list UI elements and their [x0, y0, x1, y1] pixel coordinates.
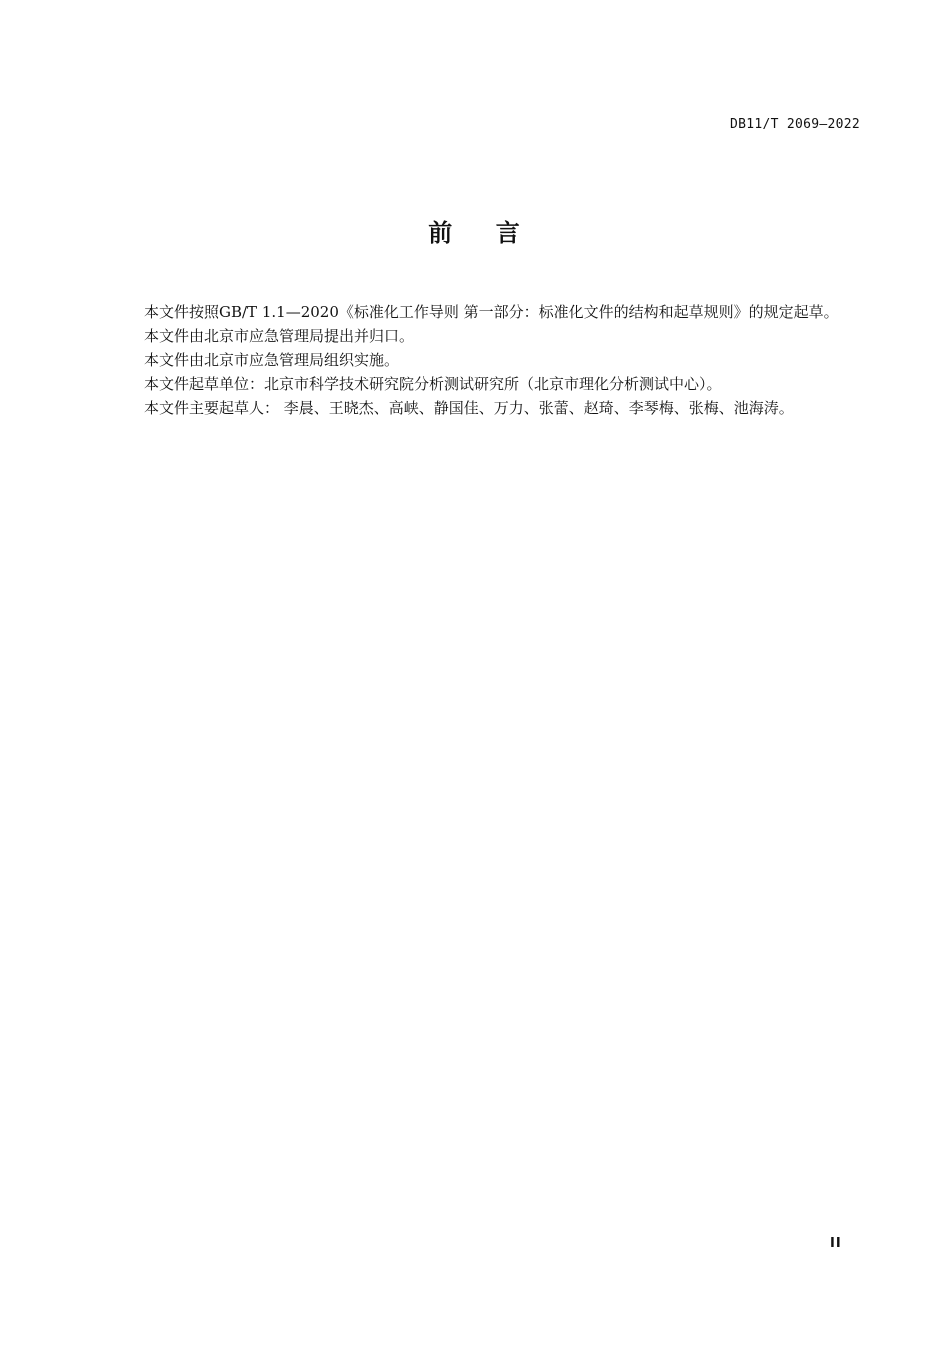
paragraph-drafting-unit: 本文件起草单位：北京市科学技术研究院分析测试研究所（北京市理化分析测试中心）。: [144, 375, 722, 393]
paragraph-drafters: 本文件主要起草人： 李晨、王晓杰、高峡、静国佳、万力、张蕾、赵琦、李琴梅、张梅、池海涛。: [144, 399, 794, 417]
paragraph-implementer: 本文件由北京市应急管理局组织实施。: [144, 351, 400, 369]
page-title: 前 言: [428, 219, 522, 247]
preface-body: [114, 300, 860, 420]
paragraph-proposer: 本文件由北京市应急管理局提出并归口。: [144, 327, 415, 345]
paragraph-drafting-rules: 本文件按照GB/T 1.1—2020《标准化工作导则 第一部分：标准化文件的结构和起草规则》的规定起草。: [144, 303, 839, 321]
document-code: DB11/T 2069—2022: [729, 117, 860, 132]
page-number: II: [830, 1236, 842, 1251]
